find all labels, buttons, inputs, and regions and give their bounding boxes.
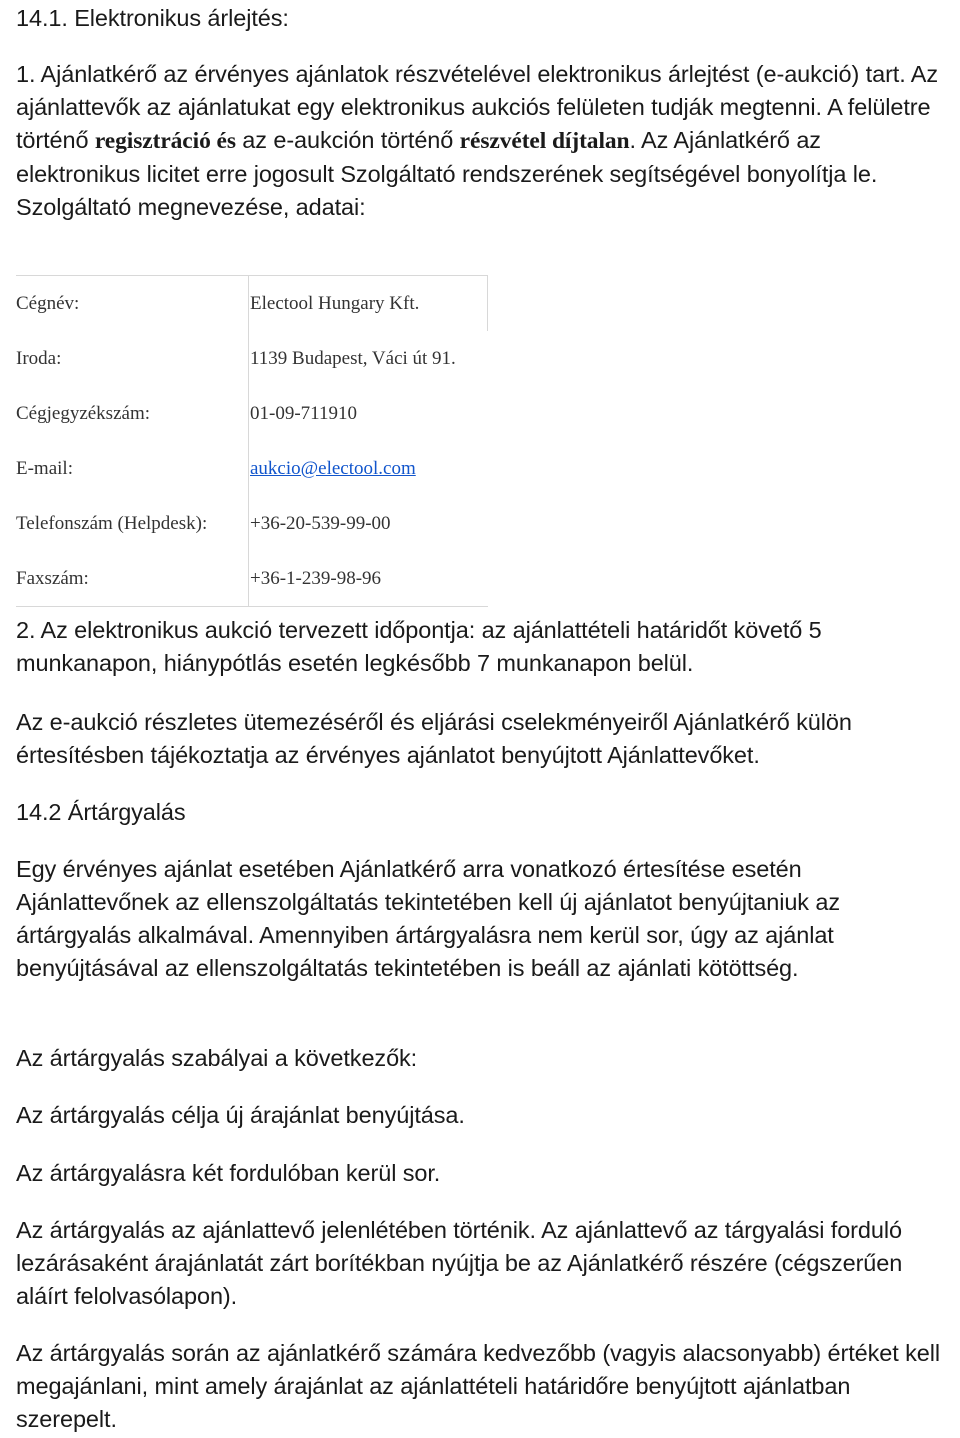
intro-bold-registration: regisztráció és xyxy=(94,128,236,154)
provider-table xyxy=(16,275,488,607)
row-label-company: Cégnév: xyxy=(16,276,249,332)
row-label-phone: Telefonszám (Helpdesk): xyxy=(16,496,249,551)
provider-heading: Szolgáltató megnevezése, adatai: xyxy=(16,194,366,220)
table-row xyxy=(16,496,488,551)
row-label-fax: Faxszám: xyxy=(16,551,249,607)
intro-paragraph xyxy=(16,58,946,224)
table-row xyxy=(16,331,488,386)
table-row xyxy=(16,386,488,441)
row-value-office: 1139 Budapest, Váci út 91. xyxy=(250,347,456,369)
row-label-email: E-mail: xyxy=(16,441,249,496)
paragraph-rules-intro: Az ártárgyalás szabályai a következők: xyxy=(16,1045,418,1071)
paragraph-rule-goal: Az ártárgyalás célja új árajánlat benyújtása. xyxy=(16,1102,465,1128)
paragraph-rule-presence: Az ártárgyalás az ajánlattevő jelenlétében történik. Az ajánlattevő az tárgyalási forduló lezárásaként árajánlatát zárt borítékban nyújtja be az Ajánlatkérő részére (cégszerűen aláírt felolvasólapon). xyxy=(16,1217,903,1309)
paragraph-rule-rounds: Az ártárgyalásra két fordulóban kerül sor. xyxy=(16,1160,441,1186)
paragraph-rule-lower-price: Az ártárgyalás során az ajánlatkérő számára kedvezőbb (vagyis alacsonyabb) értéket kell megajánlani, mint amely árajánlat az ajánlattételi határidőre benyújtott ajánlatban szerepelt. xyxy=(16,1340,940,1432)
paragraph-auction-date: 2. Az elektronikus aukció tervezett időpontja: az ajánlattételi határidőt követő 5 munkanapon, hiánypótlás esetén legkésőbb 7 munkanapon belül. xyxy=(16,617,822,676)
table-row xyxy=(16,441,488,496)
intro-text-1: 1. Ajánlatkérő az érvényes ajánlatok részvételével elektronikus árlejtést (e-aukció) tart. Az ajánlattevők az ajánlatukat egy elektronikus aukciós felületen tudják megtenni. A felületre történő xyxy=(16,61,939,153)
intro-text-2: az e-aukción történő xyxy=(235,127,460,153)
row-value-registry: 01-09-711910 xyxy=(250,402,357,424)
row-value-fax: +36-1-239-98-96 xyxy=(249,551,488,607)
section-heading-14-1: 14.1. Elektronikus árlejtés: xyxy=(16,5,289,31)
row-label-office: Iroda: xyxy=(16,331,249,386)
row-value-phone: +36-20-539-99-00 xyxy=(250,512,391,534)
paragraph-price-negotiation: Egy érvényes ajánlat esetében Ajánlatkérő arra vonatkozó értesítése esetén Ajánlattevőnek az ellenszolgáltatás tekintetében kell új ajánlatot benyújtaniuk az ártárgyalás alkalmával. Amennyiben ártárgyalásra nem kerül sor, úgy az ajánlat benyújtásával az ellenszolgáltatás tekintetében is beáll az ajánlati kötöttség. xyxy=(16,856,840,981)
paragraph-auction-schedule: Az e-aukció részletes ütemezéséről és eljárási cselekményeiről Ajánlatkérő külön értesítésben tájékoztatja az érvényes ajánlatot benyújtott Ajánlattevőket. xyxy=(16,709,852,768)
row-value-company: Electool Hungary Kft. xyxy=(249,276,488,332)
table-row xyxy=(16,276,488,332)
table-row xyxy=(16,551,488,607)
intro-text-3: . Az Ajánlatkérő az elektronikus licitet erre jogosult Szolgáltató rendszerének segítségével bonyolítja le. xyxy=(16,127,878,187)
intro-bold-free: részvétel díjtalan xyxy=(459,128,630,154)
email-link[interactable]: aukcio@electool.com xyxy=(250,457,416,479)
row-label-registry: Cégjegyzékszám: xyxy=(16,386,249,441)
section-heading-14-2: 14.2 Ártárgyalás xyxy=(16,799,186,825)
